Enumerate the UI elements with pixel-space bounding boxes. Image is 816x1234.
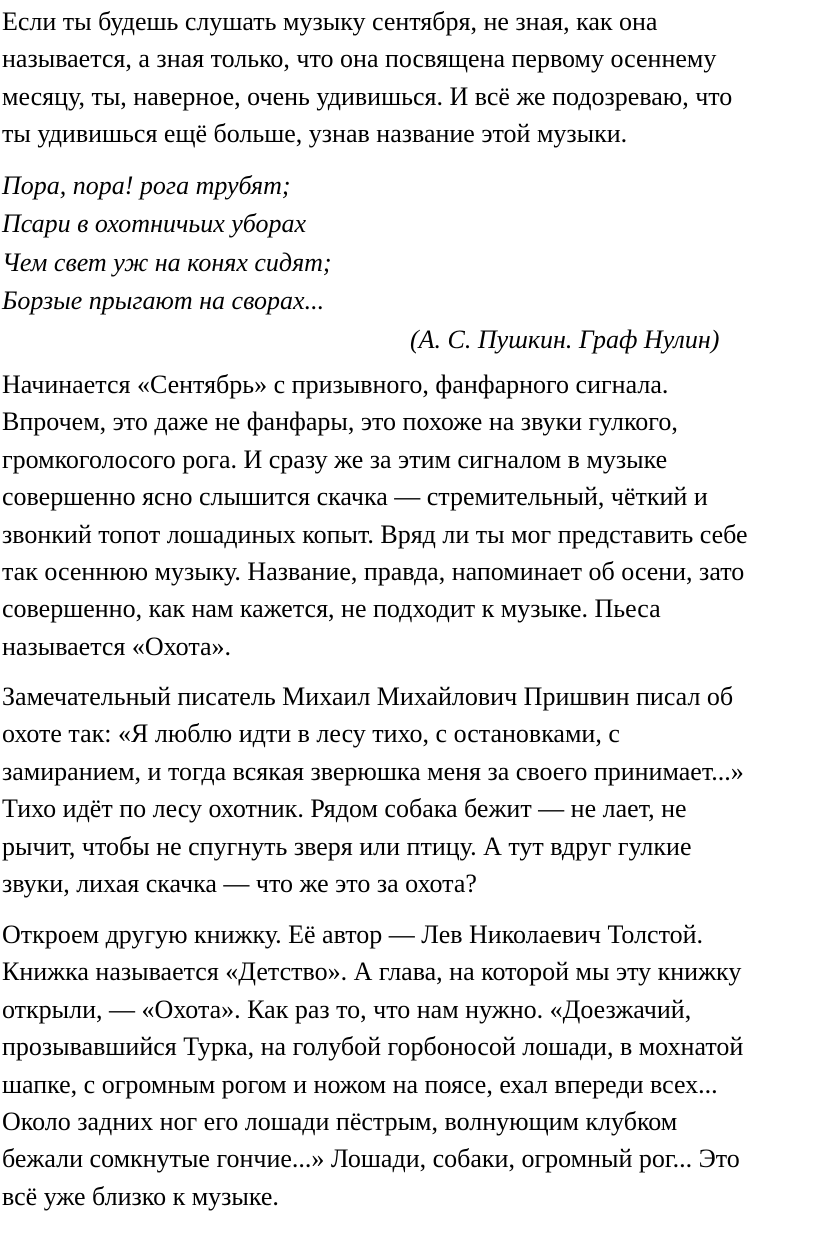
text-line: Книжка называется «Детство». А глава, на которой мы эту книжку (2, 957, 742, 987)
text-line: замиранием, и тогда всякая зверюшка меня за своего принимает...» (2, 756, 744, 786)
text-line: всё уже близко к музыке. (2, 1181, 279, 1211)
text-line: звонкий топот лошадиных копыт. Вряд ли ты мог представить себе (2, 519, 748, 549)
paragraph-tolstoy (2, 916, 802, 1215)
text-line: бежали сомкнутые гончие...» Лошади, собаки, огромный рог... Это (2, 1144, 740, 1174)
text-line: Около задних ног его лошади пёстрым, волнующим клубком (2, 1107, 678, 1137)
text-line: совершенно, как нам кажется, не подходит к музыке. Пьеса (2, 594, 661, 624)
text-line: так осеннюю музыку. Название, правда, напоминает об осени, зато (2, 557, 745, 587)
text-line: называется, а зная только, что она посвящена первому осеннему (2, 44, 717, 74)
text-line: Тихо идёт по лесу охотник. Рядом собака бежит — не лает, не (2, 794, 687, 824)
poem-line: Борзые прыгают на сворах... (2, 286, 325, 316)
text-line: шапке, с огромным рогом и ножом на поясе, ехал впереди всех... (2, 1069, 718, 1099)
text-line: громкоголосого рога. И сразу же за этим сигналом в музыке (2, 444, 668, 474)
poem-line: Пора, пора! рога трубят; (2, 171, 291, 200)
text-line: охоте так: «Я люблю идти в лесу тихо, с остановками, с (2, 719, 620, 749)
text-line: звуки, лихая скачка — что же это за охота? (2, 869, 477, 899)
text-line: месяцу, ты, наверное, очень удивишься. И всё же подозреваю, что (2, 81, 733, 111)
poem-line: Псари в охотничьих уборах (2, 209, 307, 239)
poem-quote (2, 167, 802, 359)
text-line: Откроем другую книжку. Её автор — Лев Николаевич Толстой. (2, 920, 704, 949)
paragraph-september (2, 366, 802, 665)
text-line: называется «Охота». (2, 631, 232, 661)
paragraph-prishvin (2, 678, 802, 902)
text-line: Замечательный писатель Михаил Михайлович Пришвин писал об (2, 682, 734, 711)
text-line: прозывавшийся Турка, на голубой горбоносой лошади, в мохнатой (2, 1032, 744, 1062)
text-line: открыли, — «Охота». Как раз то, что нам нужно. «Доезжачий, (2, 994, 692, 1024)
poem-attribution: (А. С. Пушкин. Граф Нулин) (410, 324, 720, 354)
text-line: Если ты будешь слушать музыку сентября, не зная, как она (2, 7, 658, 36)
paragraph-intro (2, 3, 802, 153)
text-line: рычит, чтобы не спугнуть зверя или птицу. А тут вдруг гулкие (2, 831, 692, 861)
text-line: совершенно ясно слышится скачка — стремительный, чёткий и (2, 482, 708, 512)
text-line: Начинается «Сентябрь» с призывного, фанфарного сигнала. (2, 370, 669, 399)
text-line: ты удивишься ещё больше, узнав название этой музыки. (2, 119, 628, 149)
text-line: Впрочем, это даже не фанфары, это похоже на звуки гулкого, (2, 407, 678, 437)
poem-line: Чем свет уж на конях сидят; (2, 247, 332, 277)
